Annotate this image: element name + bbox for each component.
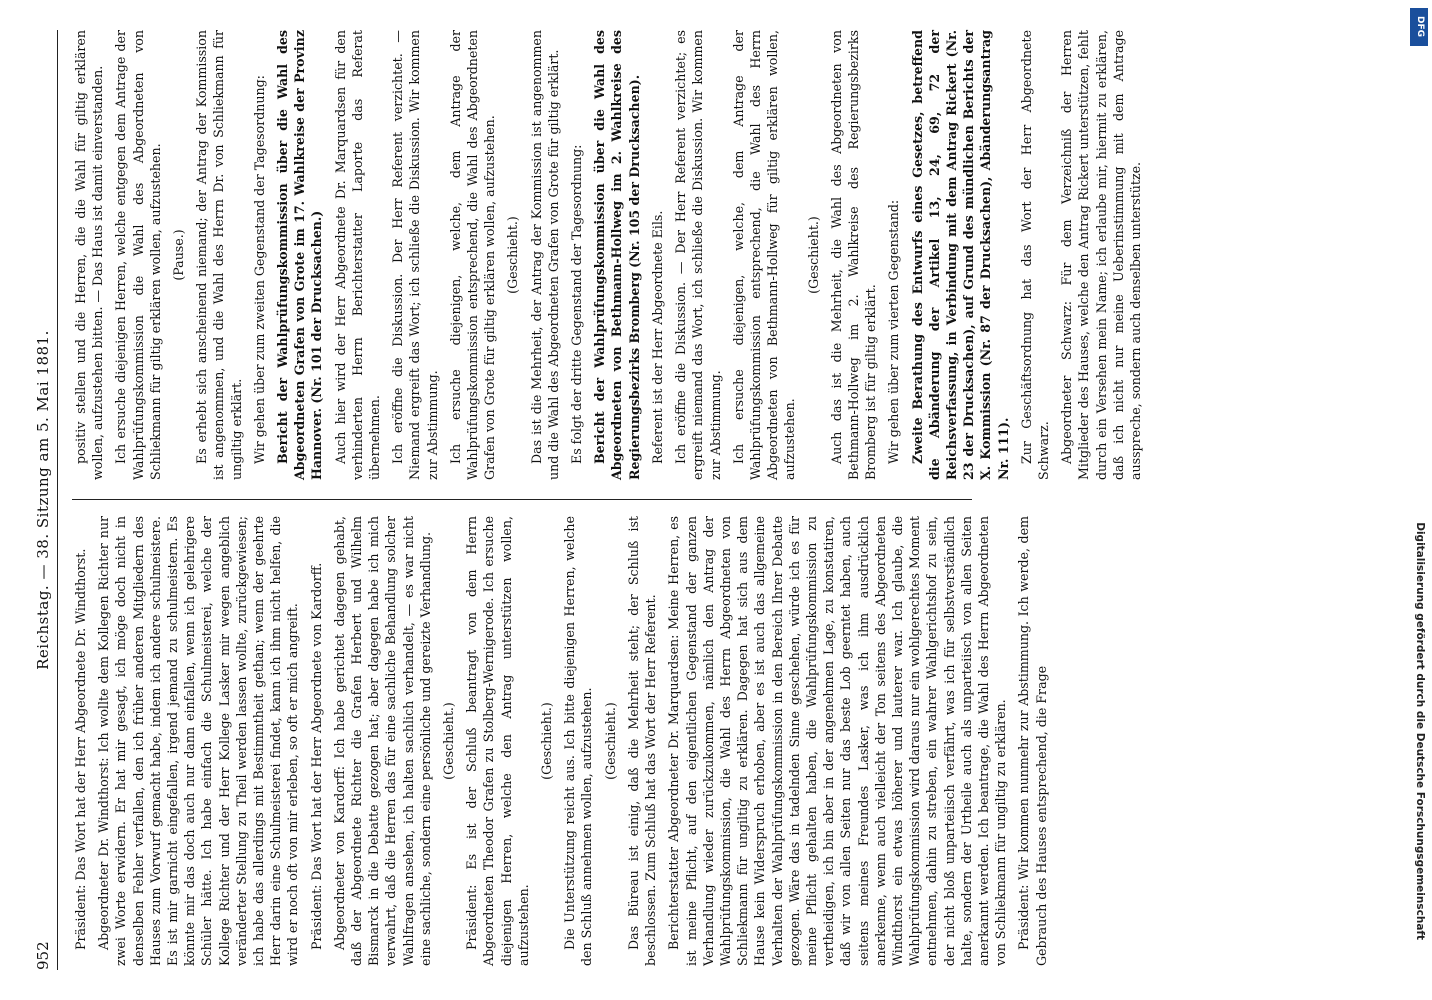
agenda-item-heading: Zweite Berathung des Entwurfs eines Gesetzes, betreffend die Abänderung der Artikel 13, 24, 69, 72 der Reichsverfassung, in Verbindung mit dem Antrag Rickert (Nr. 23 der Drucksachen), auf Grund des mündlichen Berichts der X. Kommission (Nr. 87 der Drucksachen), Abänderungsantrag Nr. 111). — [909, 30, 1011, 480]
paragraph: Abgeordneter Dr. Windthorst: Ich wollte dem Kollegen Richter nur zwei Worte erwidern. Er hat mir gesagt, ich möge doch nicht in denselben Fehler verfallen, den ich früher anderen Mitgliedern des Hauses zum Vorwurf gemacht habe, indem ich andere schulmeistere. Es ist mir garnicht eingefallen, irgend jemand zu schulmeistern. Es könnte mir das doch auch nur dann einfallen, wenn ich gelehrigere Schüler hätte. Ich habe einfach die Schulmeisterei, welche der Kollege Richter und der Herr Kollege Lasker mir wegen angeblich veränderter Stellung zu Theil werden lassen wollte, zurückgewiesen; ich habe das allerdings mit Bestimmtheit gethan; wenn der geehrte Herr darin eine Schulmeisterei findet, kann ich ihm nicht helfen, die wird er noch oft von mir erleben, so oft er mich angreift. — [96, 516, 301, 966]
paragraph: Abgeordneter Schwarz: Für dem Verzeichniß der Herren Mitglieder des Hauses, welche den Antrag Rickert unterstützen, fehlt durch ein Versehen mein Name; ich erlaube mir, hiermit zu erklären, daß ich nicht nur meine Ueberinstimmung mit dem Antrage ausspreche, sondern auch denselben unterstütze. — [1059, 30, 1143, 480]
agenda-item-heading: Bericht der Wahlprüfungskommission über die Wahl des Abgeordneten von Bethmann-Hollweg im 2. Wahlkreise des Regierungsbezirks Bromberg (Nr. 105 der Drucksachen). — [592, 30, 642, 480]
paragraph: Zur Geschäftsordnung hat das Wort der Herr Abgeordnete Schwarz. — [1018, 30, 1051, 480]
paragraph: Es folgt der dritte Gegenstand der Tagesordnung: — [569, 144, 585, 464]
page-header — [28, 30, 58, 970]
paragraph: Ich eröffne die Diskussion. — Der Herr Referent verzichtet; es ergreift niemand das Wort, ich schließe die Diskussion. Wir kommen zur Abstimmung. — [673, 30, 723, 480]
column-divider — [72, 499, 972, 500]
paragraph: Berichterstatter Abgeordneter Dr. Marquardsen: Meine Herren, es ist meine Pflicht, auf den eigentlichen Gegenstand der ganzen Verhandlung wieder zurückzukommen, nämlich den Antrag der Wahlprüfungskommission, die Wahl des Herrn Abgeordneten von Schliekmann für ungiltig zu erklären. Dagegen hat sich aus dem Hause kein Widerspruch erhoben, aber es ist auch das allgemeine Verhalten der Wahlprüfungskommission in den Bereich Ihrer Debatte gezogen. Wäre das in tadelnden Sinne geschehen, würde ich es für meine Pflicht gehalten haben, die Wahlprüfungskommission zu vertheidigen, ich bin aber in der angenehmen Lage, zu konstatiren, daß wir von allen Seiten nur das beste Lob geerntet haben, auch seitens meines Freundes Lasker, was ich ihm ausdrücklich anerkenne, wenn auch vielleicht der Ton seitens des Abgeordneten Windthorst ein etwas höherer und lauterer war. Ich glaube, die Wahlprüfungskommission wird daraus nur ein wohlgerechtes Moment entnehmen, dahin zu streben, ein wahrer Wahlgerichtshof zu sein, der nicht bloß unparteiisch verfährt, was ich für selbstverständlich halte, sondern der Urtheile auch als unparteiisch von allen Seiten anerkannt werden. Ich beantrage, die Wahl des Herrn Abgeordneten von Schliekmann für ungiltig zu erklären. — [666, 516, 1009, 966]
stage-direction: (Geschieht.) — [505, 216, 521, 294]
paragraph: Ich ersuche diejenigen, welche, dem Antrage der Wahlprüfungskommission entsprechend, die Wahl des Abgeordneten Grafen von Grote für giltig erklären wollen, aufzustehen. — [447, 30, 498, 480]
paragraph: Präsident: Das Wort hat der Herr Abgeordnete Dr. Windthorst. — [73, 548, 88, 950]
paragraph: positiv stellen und die Herren, die die Wahl für giltig erklären wollen, aufzustehen bitten. — Das Haus ist damit einverstanden. — [73, 30, 106, 480]
paragraph: Es erhebt sich anscheinend niemand; der Antrag der Kommission ist angenommen, und die Wahl des Herrn Dr. von Schliekmann für ungiltig erklärt. — [194, 30, 244, 480]
header-rule — [57, 30, 58, 970]
funding-note-text: Digitalisierung gefördert durch die Deutsche Forschungsgemeinschaft — [1414, 522, 1426, 940]
paragraph: Präsident: Es ist der Schluß beantragt von dem Herrn Abgeordneten Theodor Grafen zu Stolberg-Wernigerode. Ich ersuche diejenigen Herren, welche den Antrag unterstützen wollen, aufzustehen. — [464, 516, 531, 966]
page-title: Reichstag. — 38. Sitzung am 5. Mai 1881. — [34, 330, 52, 670]
stage-direction: (Geschieht.) — [805, 216, 821, 294]
page-number: 952 — [34, 941, 52, 970]
paragraph: Präsident: Wir kommen nunmehr zur Abstimmung. Ich werde, dem Gebrauch des Hauses entsprechend, die Frage — [1016, 516, 1049, 966]
paragraph: Präsident: Das Wort hat der Herr Abgeordnete von Kardorff. — [308, 562, 324, 950]
dfg-logo: DFG — [1410, 8, 1428, 46]
paragraph: Das Büreau ist einig, daß die Mehrheit steht; der Schluß ist beschlossen. Zum Schluß hat das Wort der Herr Referent. — [625, 516, 659, 966]
paragraph: Auch hier wird der Herr Abgeordnete Dr. Marquardsen für den verhinderten Herrn Berichterstatter Laporte das Referat übernehmen. — [332, 30, 383, 480]
paragraph: Die Unterstützung reicht aus. Ich bitte diejenigen Herren, welche den Schluß annehmen wollen, aufzustehen. — [562, 516, 595, 966]
paragraph: Ich ersuche diejenigen, welche, dem Antrage der Wahlprüfungskommission entsprechend, die Wahl des Herrn Abgeordneten von Bethmann-Hollweg für giltig erklären wollen, aufzustehen. — [730, 30, 798, 480]
funding-note — [1408, 60, 1426, 940]
paragraph: Ich ersuche diejenigen Herren, welche entgegen dem Antrage der Wahlprüfungskommission die Wahl des Abgeordneten von Schliekmann für giltig erklären wollen, aufzustehen. — [113, 30, 163, 480]
paragraph: Das ist die Mehrheit, der Antrag der Kommission ist angenommen und die Wahl des Abgeordneten Grafen von Grote für giltig erklärt. — [528, 30, 561, 480]
paragraph: Wir gehen über zum zweiten Gegenstand der Tagesordnung: — [251, 75, 267, 464]
stage-direction: (Geschieht.) — [602, 702, 618, 780]
stage-direction: (Geschieht.) — [539, 702, 555, 780]
paragraph: Ich eröffne die Diskussion. Der Herr Referent verzichtet. — Niemand ergreift das Wort; ich schließe die Diskussion. Wir kommen zur Abstimmung. — [390, 30, 440, 480]
left-column — [72, 516, 1056, 966]
right-column — [72, 30, 1150, 480]
paragraph: Referent ist der Herr Abgeordnete Eils. — [649, 210, 665, 464]
stage-direction: (Pause.) — [171, 229, 187, 281]
stage-direction: (Geschieht.) — [441, 702, 457, 780]
paragraph: Abgeordneter von Kardorff: Ich habe gerichtet dagegen gehabt, daß der Abgeordnete Richter die Grafen Herbert und Wilhelm Bismarck in die Debatte gezogen hat; aber dagegen habe ich mich verwahrt, daß die Herren das für eine sachliche Behandlung solcher Wahlfragen ansehen, ich halten sachlich verhandelt, — es war nicht eine sachliche, sondern eine persönliche und gereizte Verhandlung. — [331, 516, 433, 966]
paragraph: Auch das ist die Mehrheit, die Wahl des Abgeordneten von Bethmann-Hollweg im 2. Wahlkreise des Regierungsbezirks Bromberg ist für giltig erklärt. — [828, 30, 879, 480]
paragraph: Wir gehen über zum vierten Gegenstand: — [886, 199, 902, 464]
agenda-item-heading: Bericht der Wahlprüfungskommission über die Wahl des Abgeordneten Grafen von Grote im 17. Wahlkreise der Provinz Hannover. (Nr. 101 der Drucksachen.) — [275, 30, 325, 480]
